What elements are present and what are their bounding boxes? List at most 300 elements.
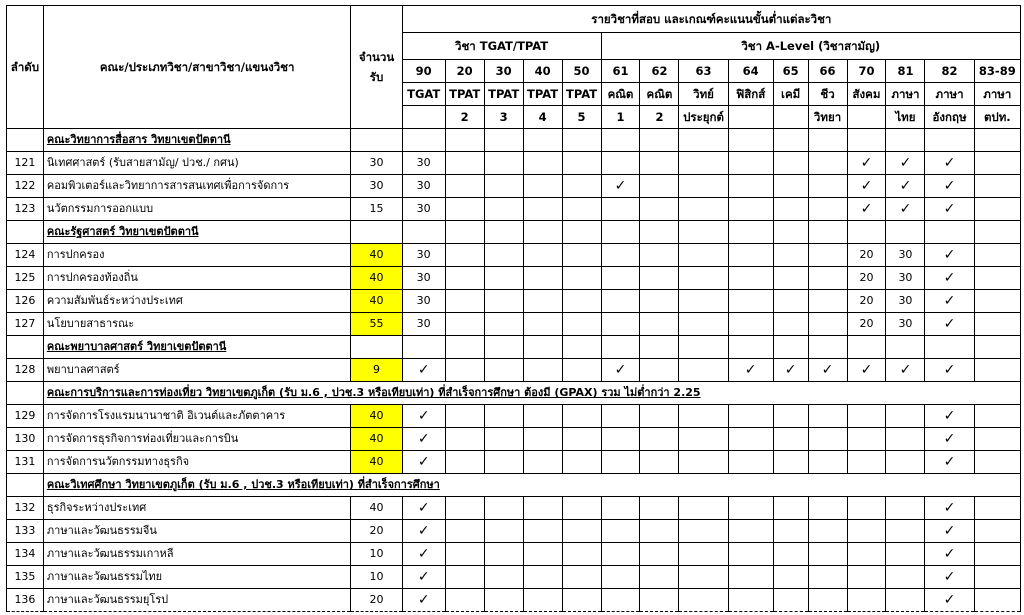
faculty-row bbox=[7, 129, 1021, 152]
group-tgat-tpat: วิชา TGAT/TPAT bbox=[402, 33, 601, 60]
empty-cell bbox=[601, 221, 640, 244]
row-number: 122 bbox=[7, 175, 44, 198]
score-cell bbox=[562, 152, 601, 175]
score-cell bbox=[974, 175, 1020, 198]
faculty-row bbox=[7, 382, 1021, 405]
score-cell bbox=[808, 428, 847, 451]
subject-l2-header: 3 bbox=[484, 106, 523, 129]
subject-code-header: 20 bbox=[445, 60, 484, 83]
empty-cell bbox=[640, 129, 679, 152]
subject-l1-header: ภาษา bbox=[974, 83, 1020, 106]
empty-cell bbox=[562, 129, 601, 152]
score-cell bbox=[808, 451, 847, 474]
score-cell bbox=[601, 543, 640, 566]
subject-l2-header: ไทย bbox=[886, 106, 925, 129]
score-cell bbox=[601, 244, 640, 267]
program-name: การปกครองท้องถิ่น bbox=[43, 267, 351, 290]
score-cell bbox=[728, 267, 773, 290]
table-row bbox=[7, 566, 1021, 589]
row-number: 127 bbox=[7, 313, 44, 336]
score-cell bbox=[601, 497, 640, 520]
subject-l2-header: 5 bbox=[562, 106, 601, 129]
faculty-title: คณะพยาบาลศาสตร์ วิทยาเขตปัตตานี bbox=[46, 340, 227, 353]
program-name: ภาษาและวัฒนธรรมยุโรป bbox=[43, 589, 351, 612]
check-icon: ✓ bbox=[925, 428, 974, 451]
table-row bbox=[7, 267, 1021, 290]
score-cell bbox=[679, 267, 728, 290]
score-cell bbox=[886, 497, 925, 520]
score-cell bbox=[484, 267, 523, 290]
empty-cell bbox=[601, 129, 640, 152]
empty-cell bbox=[351, 221, 402, 244]
empty-cell bbox=[351, 129, 402, 152]
faculty-title-cell bbox=[43, 336, 351, 359]
empty-cell bbox=[974, 336, 1020, 359]
score-cell bbox=[974, 589, 1020, 612]
score-cell bbox=[523, 244, 562, 267]
subject-l2-header: อังกฤษ bbox=[925, 106, 974, 129]
score-cell bbox=[523, 152, 562, 175]
score-cell bbox=[523, 405, 562, 428]
score-cell bbox=[808, 543, 847, 566]
empty-cell bbox=[886, 221, 925, 244]
score-cell bbox=[773, 566, 808, 589]
score-cell bbox=[679, 520, 728, 543]
score-cell bbox=[640, 359, 679, 382]
admission-criteria-table bbox=[6, 5, 1021, 612]
score-cell bbox=[773, 543, 808, 566]
score-cell bbox=[847, 451, 886, 474]
faculty-title: คณะวิทยาการสื่อสาร วิทยาเขตปัตตานี bbox=[46, 133, 231, 146]
table-row bbox=[7, 175, 1021, 198]
faculty-title: คณะรัฐศาสตร์ วิทยาเขตปัตตานี bbox=[46, 225, 199, 238]
score-cell bbox=[886, 405, 925, 428]
subject-code-header: 30 bbox=[484, 60, 523, 83]
score-cell bbox=[974, 451, 1020, 474]
score-cell bbox=[640, 267, 679, 290]
score-cell bbox=[523, 428, 562, 451]
score-cell bbox=[974, 543, 1020, 566]
check-icon: ✓ bbox=[402, 589, 445, 612]
score-cell bbox=[445, 244, 484, 267]
score-cell bbox=[974, 566, 1020, 589]
check-icon: ✓ bbox=[728, 359, 773, 382]
subject-code-header: 83-89 bbox=[974, 60, 1020, 83]
score-cell bbox=[679, 497, 728, 520]
score-cell bbox=[728, 497, 773, 520]
score-cell bbox=[679, 290, 728, 313]
score-cell bbox=[808, 497, 847, 520]
faculty-order-cell bbox=[7, 382, 44, 405]
score-cell bbox=[773, 198, 808, 221]
score-cell bbox=[808, 566, 847, 589]
score-cell bbox=[728, 451, 773, 474]
score-cell bbox=[847, 520, 886, 543]
score-cell bbox=[974, 428, 1020, 451]
score-cell bbox=[679, 405, 728, 428]
program-name: นวัตกรรมการออกแบบ bbox=[43, 198, 351, 221]
quota-value: 20 bbox=[351, 520, 402, 543]
score-cell bbox=[445, 267, 484, 290]
score-cell bbox=[773, 520, 808, 543]
score-cell: 20 bbox=[847, 267, 886, 290]
score-cell bbox=[601, 405, 640, 428]
row-number: 125 bbox=[7, 267, 44, 290]
row-number: 130 bbox=[7, 428, 44, 451]
score-cell bbox=[445, 359, 484, 382]
check-icon: ✓ bbox=[925, 175, 974, 198]
score-cell bbox=[728, 428, 773, 451]
score-cell bbox=[445, 451, 484, 474]
score-cell bbox=[640, 520, 679, 543]
program-name: ธุรกิจระหว่างประเทศ bbox=[43, 497, 351, 520]
score-cell bbox=[640, 428, 679, 451]
score-cell bbox=[484, 566, 523, 589]
score-cell bbox=[484, 543, 523, 566]
group-a-level: วิชา A-Level (วิชาสามัญ) bbox=[601, 33, 1020, 60]
subject-l1-header: สังคม bbox=[847, 83, 886, 106]
subject-l2-header: 2 bbox=[640, 106, 679, 129]
quota-value: 10 bbox=[351, 543, 402, 566]
check-icon: ✓ bbox=[601, 359, 640, 382]
score-cell bbox=[974, 267, 1020, 290]
table-row bbox=[7, 152, 1021, 175]
row-number: 121 bbox=[7, 152, 44, 175]
score-cell bbox=[640, 152, 679, 175]
empty-cell bbox=[523, 129, 562, 152]
score-cell bbox=[601, 152, 640, 175]
check-icon: ✓ bbox=[886, 152, 925, 175]
subject-code-header: 70 bbox=[847, 60, 886, 83]
score-cell bbox=[640, 405, 679, 428]
score-cell bbox=[640, 290, 679, 313]
score-cell bbox=[484, 520, 523, 543]
score-cell bbox=[773, 428, 808, 451]
faculty-order-cell bbox=[7, 336, 44, 359]
score-cell bbox=[679, 152, 728, 175]
score-cell bbox=[640, 497, 679, 520]
score-cell bbox=[523, 290, 562, 313]
score-cell bbox=[523, 497, 562, 520]
score-cell: 30 bbox=[402, 290, 445, 313]
empty-cell bbox=[886, 336, 925, 359]
score-cell bbox=[562, 566, 601, 589]
score-cell bbox=[974, 520, 1020, 543]
table-row bbox=[7, 451, 1021, 474]
table-row bbox=[7, 543, 1021, 566]
table-row bbox=[7, 313, 1021, 336]
empty-cell bbox=[847, 221, 886, 244]
score-cell bbox=[974, 359, 1020, 382]
score-cell bbox=[640, 244, 679, 267]
check-icon: ✓ bbox=[886, 175, 925, 198]
check-icon: ✓ bbox=[808, 359, 847, 382]
score-cell bbox=[523, 359, 562, 382]
score-cell bbox=[808, 152, 847, 175]
score-cell bbox=[679, 175, 728, 198]
score-cell bbox=[808, 405, 847, 428]
empty-cell bbox=[523, 221, 562, 244]
score-cell: 30 bbox=[402, 313, 445, 336]
score-cell: 30 bbox=[402, 175, 445, 198]
quota-value: 40 bbox=[351, 290, 402, 313]
col-faculty-header: คณะ/ประเภทวิชา/สาขาวิชา/แขนงวิชา bbox=[43, 6, 351, 129]
row-number: 128 bbox=[7, 359, 44, 382]
empty-cell bbox=[562, 336, 601, 359]
check-icon: ✓ bbox=[773, 359, 808, 382]
score-cell bbox=[974, 290, 1020, 313]
score-cell bbox=[484, 497, 523, 520]
subject-code-header: 63 bbox=[679, 60, 728, 83]
program-name: นิเทศศาสตร์ (รับสายสามัญ/ ปวช./ กศน) bbox=[43, 152, 351, 175]
check-icon: ✓ bbox=[925, 267, 974, 290]
score-cell bbox=[974, 497, 1020, 520]
check-icon: ✓ bbox=[886, 198, 925, 221]
table-row bbox=[7, 520, 1021, 543]
score-cell bbox=[847, 405, 886, 428]
score-cell bbox=[523, 520, 562, 543]
quota-value: 40 bbox=[351, 497, 402, 520]
subject-l1-header: วิทย์ bbox=[679, 83, 728, 106]
table-row bbox=[7, 244, 1021, 267]
col-quota-header bbox=[351, 6, 402, 129]
score-cell: 30 bbox=[402, 198, 445, 221]
quota-value: 9 bbox=[351, 359, 402, 382]
score-cell bbox=[728, 175, 773, 198]
check-icon: ✓ bbox=[886, 359, 925, 382]
empty-cell bbox=[445, 129, 484, 152]
empty-cell bbox=[402, 336, 445, 359]
program-name: การปกครอง bbox=[43, 244, 351, 267]
quota-value: 55 bbox=[351, 313, 402, 336]
check-icon: ✓ bbox=[402, 359, 445, 382]
program-name: การจัดการธุรกิจการท่องเที่ยวและการบิน bbox=[43, 428, 351, 451]
score-cell bbox=[523, 198, 562, 221]
check-icon: ✓ bbox=[925, 497, 974, 520]
check-icon: ✓ bbox=[847, 175, 886, 198]
score-cell bbox=[445, 152, 484, 175]
score-cell bbox=[808, 175, 847, 198]
score-cell bbox=[974, 405, 1020, 428]
faculty-title-cell bbox=[43, 221, 351, 244]
score-cell bbox=[601, 198, 640, 221]
empty-cell bbox=[847, 336, 886, 359]
quota-value: 15 bbox=[351, 198, 402, 221]
subject-code-header: 40 bbox=[523, 60, 562, 83]
score-cell bbox=[523, 451, 562, 474]
check-icon: ✓ bbox=[925, 152, 974, 175]
check-icon: ✓ bbox=[925, 359, 974, 382]
empty-cell bbox=[679, 336, 728, 359]
score-cell bbox=[640, 198, 679, 221]
score-cell bbox=[886, 543, 925, 566]
row-number: 123 bbox=[7, 198, 44, 221]
score-cell bbox=[974, 198, 1020, 221]
score-cell bbox=[773, 175, 808, 198]
check-icon: ✓ bbox=[925, 290, 974, 313]
score-cell bbox=[773, 244, 808, 267]
score-cell bbox=[640, 451, 679, 474]
empty-cell bbox=[679, 129, 728, 152]
check-icon: ✓ bbox=[402, 428, 445, 451]
program-name: พยาบาลศาสตร์ bbox=[43, 359, 351, 382]
empty-cell bbox=[886, 129, 925, 152]
check-icon: ✓ bbox=[402, 543, 445, 566]
criteria-title: รายวิชาที่สอบ และเกณฑ์คะแนนขั้นต่ำแต่ละวิชา bbox=[402, 6, 1020, 33]
empty-cell bbox=[484, 129, 523, 152]
score-cell: 30 bbox=[402, 152, 445, 175]
subject-l2-header: 4 bbox=[523, 106, 562, 129]
score-cell bbox=[886, 520, 925, 543]
score-cell: 20 bbox=[847, 313, 886, 336]
subject-l2-header bbox=[728, 106, 773, 129]
check-icon: ✓ bbox=[402, 451, 445, 474]
subject-code-header: 64 bbox=[728, 60, 773, 83]
empty-cell bbox=[773, 221, 808, 244]
score-cell bbox=[847, 566, 886, 589]
table-row bbox=[7, 290, 1021, 313]
score-cell bbox=[773, 152, 808, 175]
empty-cell bbox=[808, 221, 847, 244]
check-icon: ✓ bbox=[925, 198, 974, 221]
subject-l2-header: วิทยา bbox=[808, 106, 847, 129]
score-cell bbox=[445, 589, 484, 612]
score-cell bbox=[808, 520, 847, 543]
faculty-row bbox=[7, 221, 1021, 244]
row-number: 134 bbox=[7, 543, 44, 566]
row-number: 126 bbox=[7, 290, 44, 313]
score-cell bbox=[808, 290, 847, 313]
score-cell bbox=[974, 244, 1020, 267]
score-cell bbox=[523, 313, 562, 336]
score-cell bbox=[562, 405, 601, 428]
score-cell bbox=[679, 244, 728, 267]
row-number: 133 bbox=[7, 520, 44, 543]
subject-code-header: 50 bbox=[562, 60, 601, 83]
table-row bbox=[7, 198, 1021, 221]
empty-cell bbox=[728, 336, 773, 359]
score-cell bbox=[601, 566, 640, 589]
score-cell bbox=[773, 451, 808, 474]
score-cell bbox=[484, 451, 523, 474]
score-cell bbox=[562, 497, 601, 520]
check-icon: ✓ bbox=[847, 359, 886, 382]
subject-l2-header: 2 bbox=[445, 106, 484, 129]
score-cell bbox=[445, 520, 484, 543]
score-cell bbox=[728, 198, 773, 221]
table-row bbox=[7, 497, 1021, 520]
score-cell bbox=[640, 589, 679, 612]
score-cell bbox=[445, 497, 484, 520]
score-cell bbox=[523, 543, 562, 566]
score-cell bbox=[728, 520, 773, 543]
faculty-order-cell bbox=[7, 474, 44, 497]
faculty-note: (รับ ม.6 , ปวช.3 หรือเทียบเท่า) ที่สำเร็จการศึกษา ต้องมี (GPAX) รวม ไม่ต่ำกว่า 2.25 bbox=[275, 386, 701, 399]
score-cell bbox=[679, 313, 728, 336]
check-icon: ✓ bbox=[601, 175, 640, 198]
score-cell bbox=[974, 313, 1020, 336]
score-cell bbox=[484, 198, 523, 221]
table-row bbox=[7, 405, 1021, 428]
score-cell bbox=[484, 589, 523, 612]
program-name: ภาษาและวัฒนธรรมเกาหลี bbox=[43, 543, 351, 566]
faculty-row bbox=[7, 474, 1021, 497]
faculty-title-cell bbox=[43, 129, 351, 152]
score-cell bbox=[679, 359, 728, 382]
program-name: นโยบายสาธารณะ bbox=[43, 313, 351, 336]
score-cell bbox=[484, 152, 523, 175]
score-cell bbox=[728, 589, 773, 612]
faculty-title: คณะวิเทศศึกษา วิทยาเขตภูเก็ต bbox=[46, 478, 195, 491]
score-cell bbox=[847, 543, 886, 566]
quota-label-1: จำนวน bbox=[358, 50, 395, 64]
table-row bbox=[7, 359, 1021, 382]
empty-cell bbox=[925, 221, 974, 244]
score-cell bbox=[640, 313, 679, 336]
score-cell bbox=[773, 589, 808, 612]
score-cell bbox=[562, 290, 601, 313]
score-cell bbox=[562, 175, 601, 198]
score-cell bbox=[773, 313, 808, 336]
score-cell bbox=[445, 405, 484, 428]
empty-cell bbox=[484, 336, 523, 359]
score-cell bbox=[847, 428, 886, 451]
score-cell bbox=[808, 198, 847, 221]
faculty-order-cell bbox=[7, 129, 44, 152]
check-icon: ✓ bbox=[925, 405, 974, 428]
score-cell bbox=[445, 198, 484, 221]
empty-cell bbox=[773, 129, 808, 152]
score-cell bbox=[728, 543, 773, 566]
quota-value: 40 bbox=[351, 451, 402, 474]
check-icon: ✓ bbox=[925, 589, 974, 612]
faculty-row bbox=[7, 336, 1021, 359]
score-cell bbox=[484, 405, 523, 428]
subject-l2-header bbox=[847, 106, 886, 129]
check-icon: ✓ bbox=[925, 543, 974, 566]
score-cell bbox=[562, 359, 601, 382]
score-cell bbox=[601, 589, 640, 612]
score-cell bbox=[484, 313, 523, 336]
score-cell bbox=[445, 313, 484, 336]
subject-l1-header: ชีว bbox=[808, 83, 847, 106]
empty-cell bbox=[773, 336, 808, 359]
score-cell bbox=[523, 566, 562, 589]
subject-l1-header: TPAT bbox=[445, 83, 484, 106]
empty-cell bbox=[523, 336, 562, 359]
program-name: คอมพิวเตอร์และวิทยาการสารสนเทศเพื่อการจัดการ bbox=[43, 175, 351, 198]
empty-cell bbox=[402, 221, 445, 244]
faculty-order-cell bbox=[7, 221, 44, 244]
score-cell: 30 bbox=[402, 244, 445, 267]
score-cell bbox=[974, 152, 1020, 175]
score-cell: 20 bbox=[847, 244, 886, 267]
empty-cell bbox=[640, 336, 679, 359]
empty-cell bbox=[562, 221, 601, 244]
score-cell bbox=[523, 267, 562, 290]
score-cell bbox=[445, 290, 484, 313]
subject-l2-header bbox=[773, 106, 808, 129]
check-icon: ✓ bbox=[925, 313, 974, 336]
score-cell bbox=[562, 451, 601, 474]
score-cell bbox=[484, 244, 523, 267]
score-cell bbox=[679, 589, 728, 612]
subject-code-header: 65 bbox=[773, 60, 808, 83]
score-cell: 30 bbox=[886, 267, 925, 290]
score-cell bbox=[886, 451, 925, 474]
score-cell bbox=[679, 451, 728, 474]
check-icon: ✓ bbox=[847, 198, 886, 221]
